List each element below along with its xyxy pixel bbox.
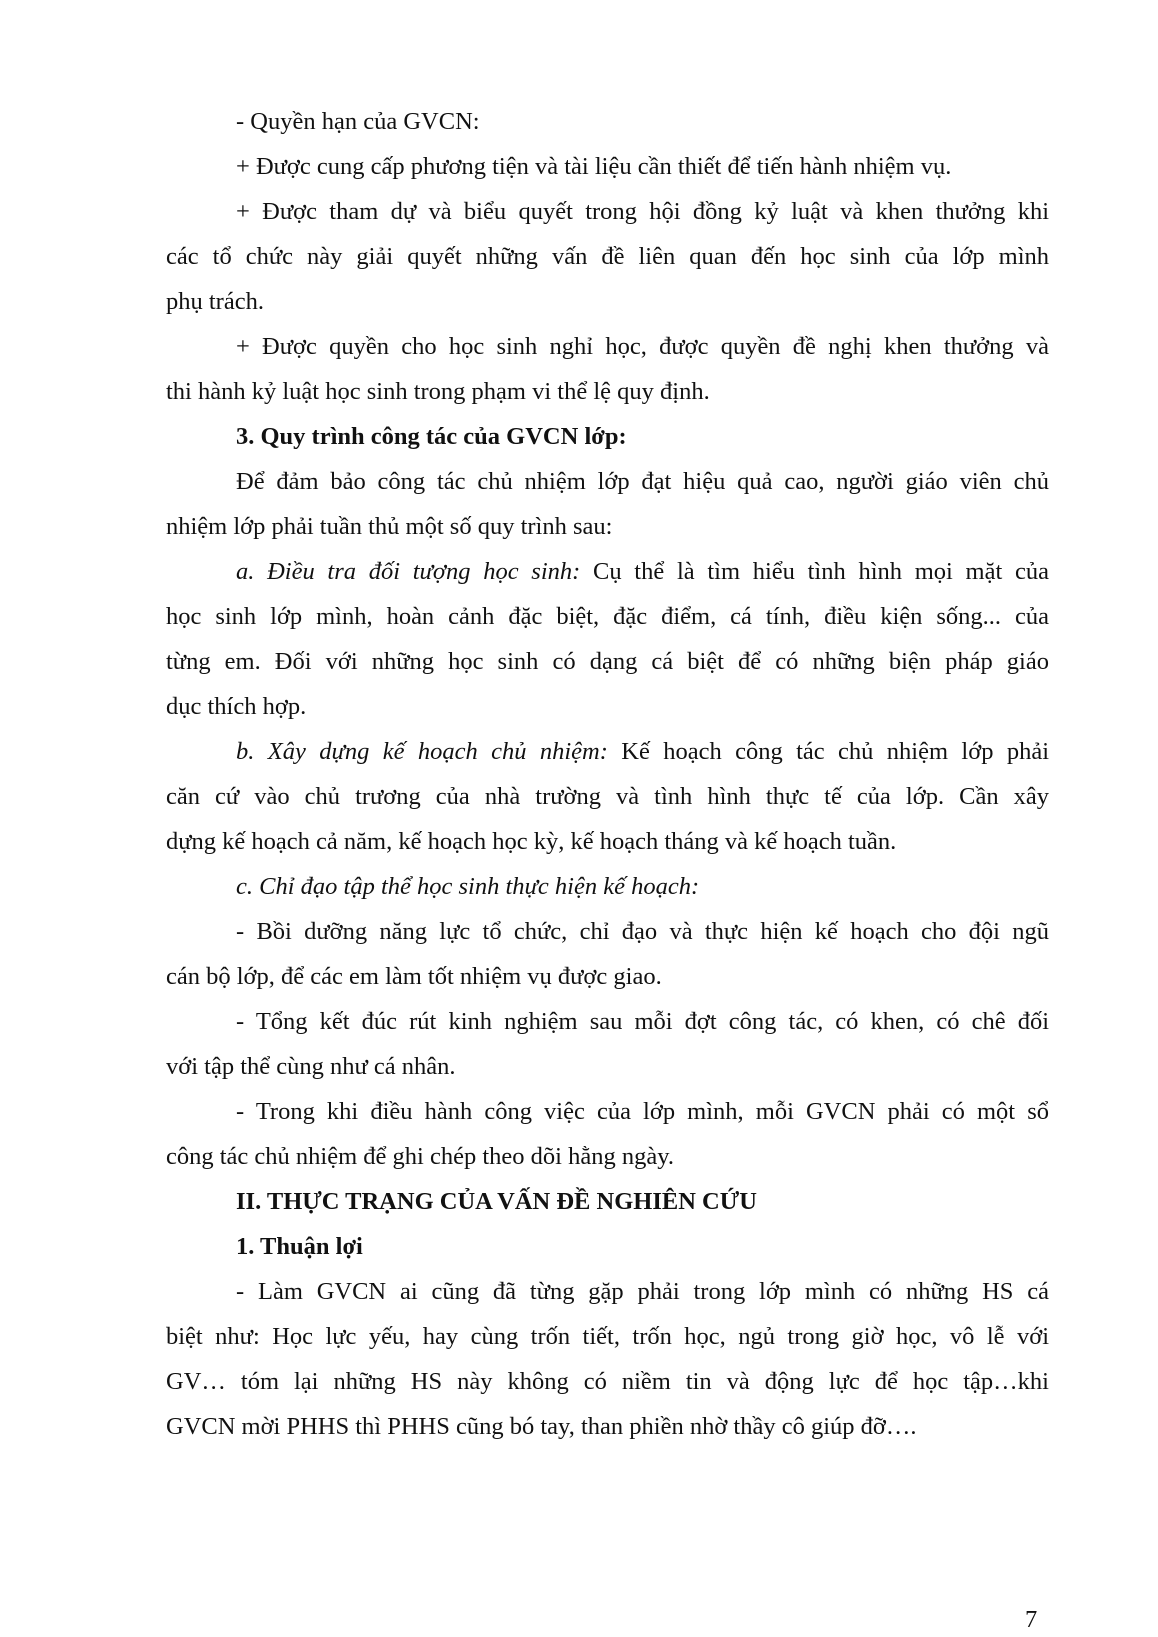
text-line: từng em. Đối với những học sinh có dạng cá biệt để có những biện pháp giáo [166, 648, 1049, 675]
text-line: biệt như: Học lực yếu, hay cùng trốn tiết, trốn học, ngủ trong giờ học, vô lễ với [166, 1323, 1049, 1350]
text-line: dựng kế hoạch cả năm, kế hoạch học kỳ, kế hoạch tháng và kế hoạch tuần. [166, 828, 897, 855]
text-line: GV… tóm lại những HS này không có niềm tin và động lực để học tập…khi [166, 1368, 1049, 1395]
text-line: Để đảm bảo công tác chủ nhiệm lớp đạt hiệu quả cao, người giáo viên chủ [236, 468, 1049, 495]
subheading-italic: b. Xây dựng kế hoạch chủ nhiệm: [236, 738, 608, 765]
text-line: - Làm GVCN ai cũng đã từng gặp phải trong lớp mình có những HS cá [236, 1278, 1049, 1305]
text-line: với tập thể cùng như cá nhân. [166, 1053, 456, 1080]
text-line: phụ trách. [166, 288, 264, 315]
chapter-heading: II. THỰC TRẠNG CỦA VẤN ĐỀ NGHIÊN CỨU [236, 1188, 757, 1215]
text-line [236, 556, 1049, 588]
text-line: thi hành kỷ luật học sinh trong phạm vi thể lệ quy định. [166, 378, 710, 405]
subheading-italic: a. Điều tra đối tượng học sinh: [236, 558, 581, 585]
text-span: Cụ thể là tìm hiểu tình hình mọi mặt của [580, 558, 1049, 585]
text-line: - Trong khi điều hành công việc của lớp mình, mỗi GVCN phải có một sổ [236, 1098, 1049, 1125]
page-number: 7 [1025, 1606, 1038, 1633]
text-line: - Tổng kết đúc rút kinh nghiệm sau mỗi đợt công tác, có khen, có chê đối [236, 1008, 1049, 1035]
section-heading: 1. Thuận lợi [236, 1233, 363, 1260]
text-line: + Được quyền cho học sinh nghỉ học, được quyền đề nghị khen thưởng và [236, 333, 1049, 360]
text-line: căn cứ vào chủ trương của nhà trường và tình hình thực tế của lớp. Cần xây [166, 783, 1049, 810]
text-line [236, 736, 1049, 768]
text-line: - Quyền hạn của GVCN: [236, 108, 480, 135]
text-span: Kế hoạch công tác chủ nhiệm lớp phải [607, 738, 1050, 765]
text-line: cán bộ lớp, để các em làm tốt nhiệm vụ được giao. [166, 963, 662, 990]
section-heading: 3. Quy trình công tác của GVCN lớp: [236, 423, 627, 450]
subheading-italic: c. Chỉ đạo tập thể học sinh thực hiện kế hoạch: [236, 873, 700, 900]
text-line: học sinh lớp mình, hoàn cảnh đặc biệt, đặc điểm, cá tính, điều kiện sống... của [166, 603, 1049, 630]
text-line: + Được tham dự và biểu quyết trong hội đồng kỷ luật và khen thưởng khi [236, 198, 1049, 225]
text-line: dục thích hợp. [166, 693, 307, 720]
text-line: - Bồi dưỡng năng lực tổ chức, chỉ đạo và thực hiện kế hoạch cho đội ngũ [236, 918, 1049, 945]
text-line: công tác chủ nhiệm để ghi chép theo dõi hằng ngày. [166, 1143, 674, 1170]
text-line: các tổ chức này giải quyết những vấn đề liên quan đến học sinh của lớp mình [166, 243, 1049, 270]
text-line: + Được cung cấp phương tiện và tài liệu cần thiết để tiến hành nhiệm vụ. [236, 153, 952, 180]
text-line: nhiệm lớp phải tuần thủ một số quy trình sau: [166, 513, 613, 540]
text-line: GVCN mời PHHS thì PHHS cũng bó tay, than phiền nhờ thầy cô giúp đỡ…. [166, 1413, 917, 1440]
